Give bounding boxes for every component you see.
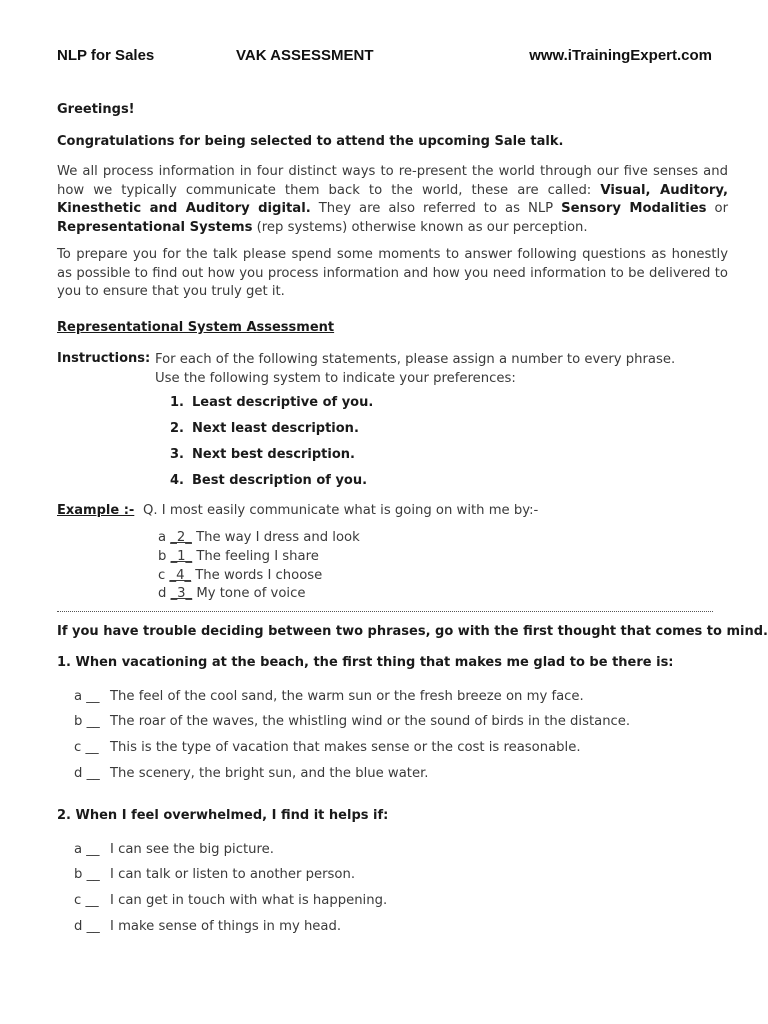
page-header [57,47,717,67]
scale-item: 4. Best description of you. [170,473,368,488]
prepare-paragraph: To prepare you for the talk please spend some moments to answer following questions as honestly as possible to find out how you process information and how you need information to be delivered to you to ensure that you truly get it. [57,247,728,299]
question-option: b __ The roar of the waves, the whistling wind or the sound of birds in the distance. [74,714,631,729]
header-website: www.iTrainingExpert.com [529,47,712,64]
scale-item: 3. Next best description. [170,447,355,462]
question-option: a __ The feel of the cool sand, the warm sun or the fresh breeze on my face. [74,689,584,704]
question-option: d __ I make sense of things in my head. [74,919,342,934]
instructions-text [155,351,725,388]
scale-item: 2. Next least description. [170,421,359,436]
example-option: d _3_ My tone of voice [158,586,306,601]
instructions-label: Instructions: [57,351,151,366]
question-option: c __ This is the type of vacation that makes sense or the cost is reasonable. [74,740,581,755]
example-question: Q. I most easily communicate what is going on with me by:- [143,503,539,518]
section-title: Representational System Assessment [57,320,335,335]
example-option: c _4_ The words I choose [158,568,323,583]
dotted-divider [57,605,713,612]
greeting: Greetings! [57,102,135,117]
question-title: 1. When vacationing at the beach, the first thing that makes me glad to be there is: [57,655,674,670]
intro-paragraph: We all process information in four distinct ways to re-present the world through our five senses and how we typically communicate them back to the world, these are called: Visual, Auditory, Kinesthetic and Auditory digital. They are also referred to as NLP Sensory Modalities or Representational Systems (rep systems) otherwise known as our perception. [57,164,728,235]
example-option: a _2_ The way I dress and look [158,530,360,545]
tip-text: If you have trouble deciding between two phrases, go with the first thought that comes to mind. [57,624,768,639]
example-option: b _1_ The feeling I share [158,549,319,564]
question-option: b __ I can talk or listen to another person. [74,867,356,882]
header-document-title: VAK ASSESSMENT [236,47,374,64]
question-option: a __ I can see the big picture. [74,842,274,857]
instructions-line-1: For each of the following statements, please assign a number to every phrase. [155,352,676,367]
question-option: c __ I can get in touch with what is happening. [74,893,388,908]
instructions-line-2: Use the following system to indicate your preferences: [155,370,516,386]
example-label: Example :- [57,503,135,518]
question-option: d __ The scenery, the bright sun, and the blue water. [74,766,429,781]
congratulations-line: Congratulations for being selected to attend the upcoming Sale talk. [57,134,564,149]
question-title: 2. When I feel overwhelmed, I find it helps if: [57,808,389,823]
scale-item: 1. Least descriptive of you. [170,395,374,410]
header-course-title: NLP for Sales [57,47,155,64]
